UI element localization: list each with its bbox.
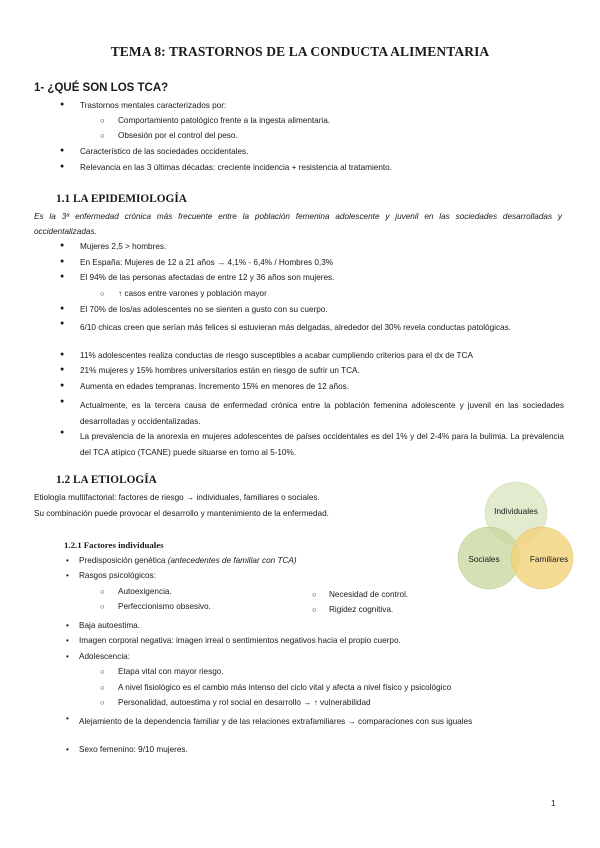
bullet-icon: ● [60,242,65,249]
bullet-icon: • [66,652,69,661]
page-number: 1 [551,798,556,808]
bullet-icon: ● [60,398,65,405]
list-item: La prevalencia de la anorexia en mujeres adolescentes de países occidentales es del 1% y del 2-4% para la bulimia. La prevalencia del TCA atípico (TCANE) puede situarse en torno al 5-10%. [80,432,564,457]
etiology-line-2: Su combinación puede provocar el desarrollo y mantenimiento de la enfermedad. [34,509,329,518]
bullet-icon: ● [60,101,65,108]
bullet-icon: ● [60,429,65,436]
circle-bullet-icon: ○ [100,587,105,596]
list-item: Característico de las sociedades occidentales. [80,147,249,156]
circle-bullet-icon: ○ [100,116,105,125]
list-item: 11% adolescentes realiza conductas de riesgo susceptibles a acabar cumpliendo criterios para el dx de TCA [80,351,473,360]
list-item: Adolescencia: [79,652,130,661]
list-item [79,556,297,565]
sub-list-item: Necesidad de control. [329,590,409,599]
bullet-icon: ● [60,273,65,280]
sub-list-item: Rigidez cognitiva. [329,605,394,614]
list-item: 6/10 chicas creen que serían más felices si estuvieran más delgadas, alrededor del 30% revela conductas patológicas. [80,323,511,332]
circle-bullet-icon: ○ [100,602,105,611]
bullet-icon: ● [60,163,65,170]
circle-bullet-icon: ○ [100,698,105,707]
sub-list-item: Obsesión por el control del peso. [118,131,238,140]
list-item: Baja autoestima. [79,621,140,630]
list-item: Imagen corporal negativa: imagen irreal o sentimientos negativos hacia el propio cuerpo. [79,636,401,645]
list-item: Actualmente, es la tercera causa de enfermedad crónica entre la población femenina adolescente y juvenil en las sociedades desarrolladas y occidentalizadas. [80,401,564,426]
list-item: Sexo femenino: 9/10 mujeres. [79,745,188,754]
circle-bullet-icon: ○ [100,131,105,140]
list-item: Mujeres 2,5 > hombres. [80,242,167,251]
list-item-text: Predisposición genética [79,556,168,565]
bullet-icon: ● [60,320,65,327]
risk-factors-venn-diagram [452,480,582,602]
sub-list-item: Comportamiento patológico frente a la ingesta alimentaria. [118,116,331,125]
venn-label-sociales: Sociales [468,554,500,564]
sub-list-item: Perfeccionismo obsesivo. [118,602,211,611]
sub-list-item: ↑ casos entre varones y población mayor [118,289,267,298]
sub-list-item: A nivel fisiológico es el cambio más intenso del ciclo vital y afecta a nivel físico y psicológico [118,683,452,692]
list-item: Relevancia en las 3 últimas décadas: creciente incidencia + resistencia al tratamiento. [80,163,392,172]
list-item: En España: Mujeres de 12 a 21 años → 4,1% - 6,4% / Hombres 0,3% [80,258,334,267]
bullet-icon: • [66,556,69,565]
epidemiology-intro: Es la 3ª enfermedad crónica más frecuente entre la población femenina adolescente y juvenil en las sociedades desarrolladas y occidentalizadas. [34,212,562,236]
circle-bullet-icon: ○ [312,590,317,599]
bullet-icon: ● [60,366,65,373]
bullet-icon: • [66,714,69,723]
bullet-icon: ● [60,351,65,358]
list-item: Alejamiento de la dependencia familiar y de las relaciones extrafamiliares → comparaciones con sus iguales [79,717,473,726]
venn-label-familiares: Familiares [529,554,569,564]
venn-label-individuales: Individuales [494,506,538,516]
bullet-icon: ● [60,258,65,265]
bullet-icon: • [66,621,69,630]
section-1-1-heading: 1.1 LA EPIDEMIOLOGÍA [56,193,187,205]
bullet-icon: ● [60,382,65,389]
section-1-2-heading: 1.2 LA ETIOLOGÍA [56,474,157,486]
etiology-line-1: Etiología multifactorial: factores de riesgo → individuales, familiares o sociales. [34,493,320,502]
bullet-icon: • [66,571,69,580]
sub-list-item: Autoexigencia. [118,587,172,596]
document-title: TEMA 8: TRASTORNOS DE LA CONDUCTA ALIMENTARIA [110,44,490,59]
list-item: Rasgos psicológicos: [79,571,156,580]
list-item: Trastornos mentales caracterizados por: [80,101,227,110]
circle-bullet-icon: ○ [100,289,105,298]
bullet-icon: • [66,745,69,754]
sub-list-item: Personalidad, autoestima y rol social en desarrollo → ↑ vulnerabilidad [118,698,371,707]
circle-bullet-icon: ○ [100,683,105,692]
bullet-icon: ● [60,305,65,312]
bullet-icon: ● [60,147,65,154]
circle-bullet-icon: ○ [312,605,317,614]
section-1-2-1-heading: 1.2.1 Factores individuales [64,540,164,550]
sub-list-item: Etapa vital con mayor riesgo. [118,667,224,676]
bullet-icon: • [66,636,69,645]
section-1-heading: 1- ¿QUÉ SON LOS TCA? [34,82,169,94]
list-item: Aumenta en edades tempranas. Incremento 15% en menores de 12 años. [80,382,349,391]
list-item-italic: (antecedentes de familiar con TCA) [167,556,297,565]
list-item: El 70% de los/as adolescentes no se sienten a gusto con su cuerpo. [80,305,328,314]
list-item: El 94% de las personas afectadas de entre 12 y 36 años son mujeres. [80,273,335,282]
circle-bullet-icon: ○ [100,667,105,676]
list-item: 21% mujeres y 15% hombres universitarios están en riesgo de sufrir un TCA. [80,366,360,375]
